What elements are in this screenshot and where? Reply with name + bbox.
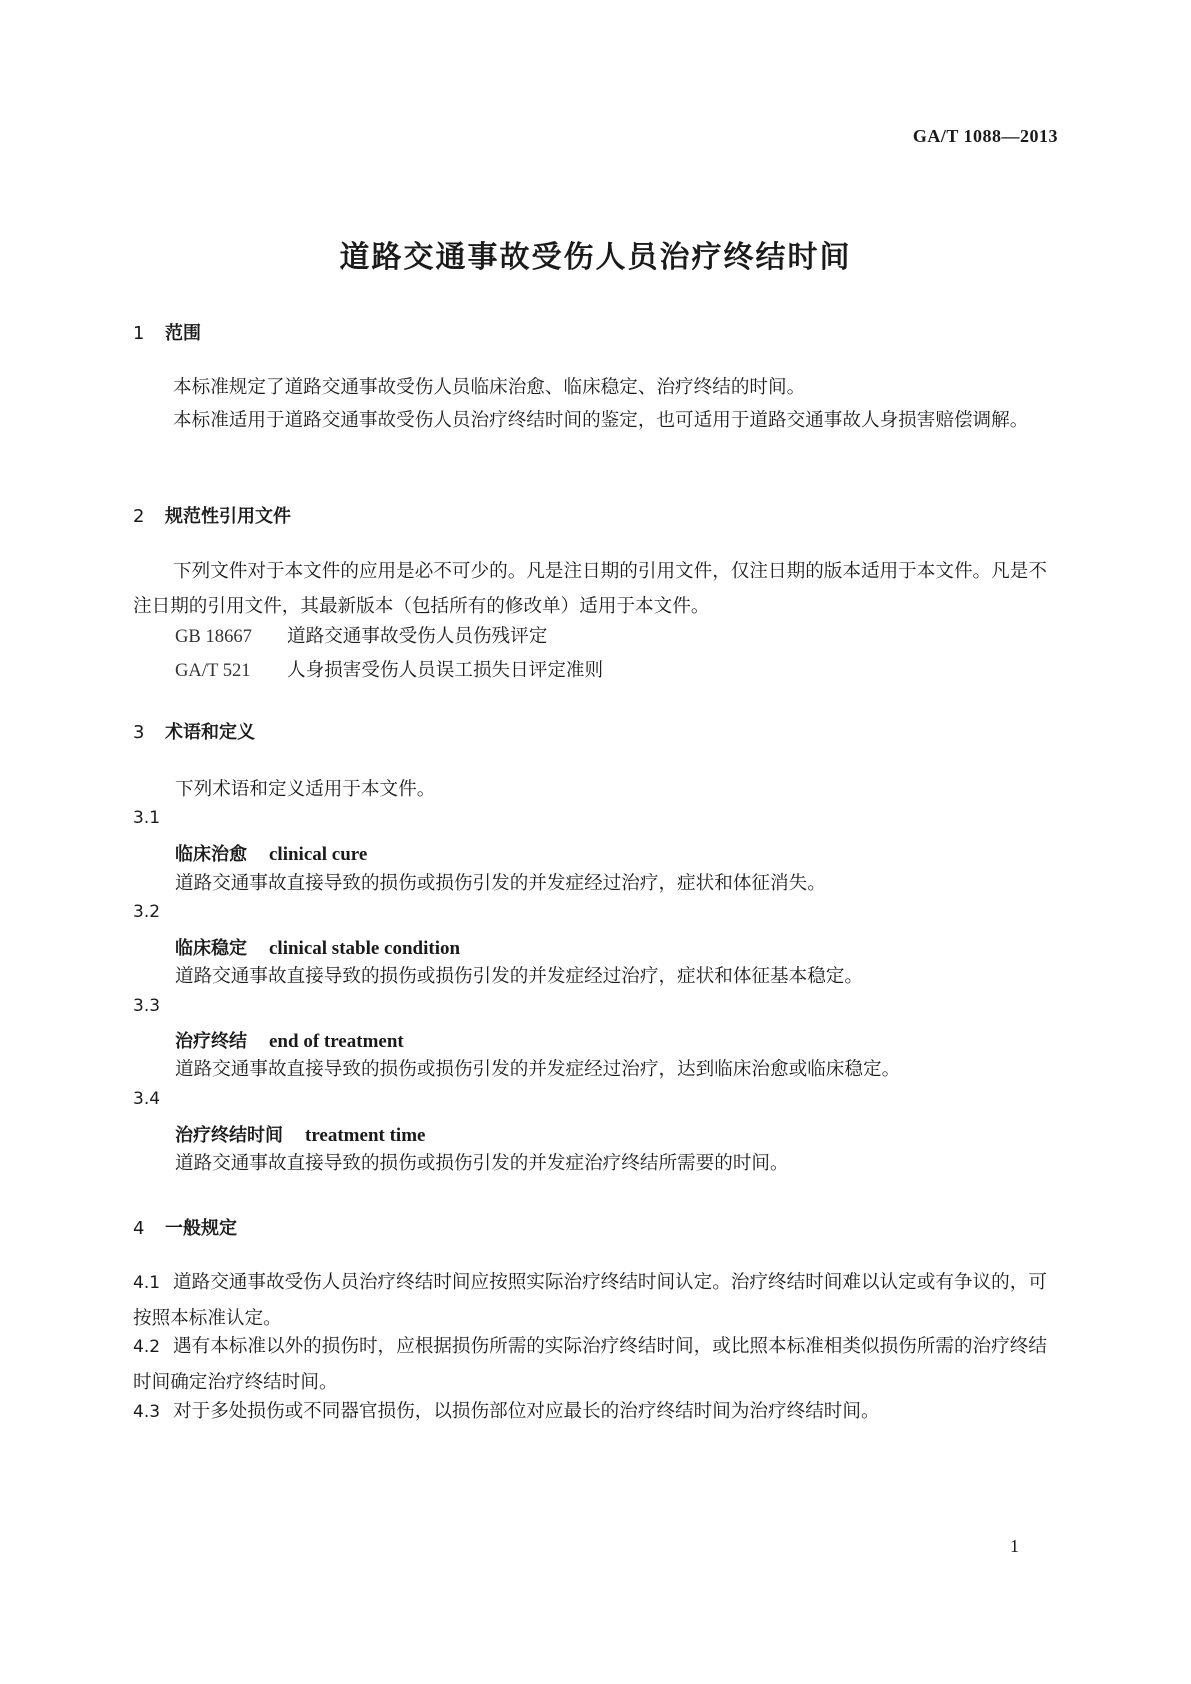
term-number: 3.4 (133, 1089, 161, 1109)
clause-text: 道路交通事故受伤人员治疗终结时间应按照实际治疗终结时间认定。治疗终结时间难以认定或有争议的，可按照本标准认定。 (133, 1272, 1047, 1329)
page-number: 1 (1010, 1536, 1019, 1556)
standard-code: GA/T 1088—2013 (912, 126, 1058, 146)
paragraph: 下列术语和定义适用于本文件。 (175, 779, 436, 800)
section-number: 2 (133, 506, 145, 527)
paragraph: 本标准规定了道路交通事故受伤人员临床治愈、临床稳定、治疗终结的时间。 (173, 377, 806, 398)
term-entry (175, 1027, 404, 1053)
section-4-heading (133, 1214, 237, 1240)
term-chinese: 治疗终结时间 (175, 1125, 283, 1146)
term-entry (175, 1121, 425, 1147)
normative-reference (175, 656, 603, 682)
clause (133, 1265, 1058, 1336)
normative-reference (175, 622, 547, 648)
section-1-heading (133, 319, 201, 345)
section-number: 3 (133, 722, 145, 743)
term-definition: 道路交通事故直接导致的损伤或损伤引发的并发症经过治疗，症状和体征基本稳定。 (175, 966, 863, 987)
term-number: 3.3 (133, 996, 161, 1016)
term-chinese: 治疗终结 (175, 1031, 247, 1052)
document-title: 道路交通事故受伤人员治疗终结时间 (339, 240, 852, 275)
term-english: clinical stable condition (269, 938, 461, 959)
section-3-heading (133, 718, 255, 744)
section-title: 范围 (165, 323, 201, 344)
section-title: 一般规定 (165, 1218, 237, 1239)
term-english: clinical cure (269, 844, 368, 865)
term-entry (175, 934, 460, 960)
reference-title: 道路交通事故受伤人员伤残评定 (287, 626, 548, 647)
clause (133, 1394, 1058, 1430)
term-number: 3.1 (133, 808, 161, 828)
section-number: 4 (133, 1218, 145, 1239)
section-number: 1 (133, 323, 145, 344)
term-chinese: 临床稳定 (175, 938, 247, 959)
term-number: 3.2 (133, 902, 161, 922)
term-english: treatment time (305, 1125, 426, 1146)
section-title: 术语和定义 (165, 722, 255, 743)
clause-number: 4.1 (133, 1273, 161, 1293)
term-definition: 道路交通事故直接导致的损伤或损伤引发的并发症经过治疗，达到临床治愈或临床稳定。 (175, 1059, 901, 1080)
paragraph: 下列文件对于本文件的应用是必不可少的。凡是注日期的引用文件，仅注日期的版本适用于本文件。凡是不注日期的引用文件，其最新版本（包括所有的修改单）适用于本文件。 (133, 561, 1047, 617)
reference-code: GA/T 521 (175, 660, 251, 681)
clause-number: 4.2 (133, 1337, 161, 1357)
term-english: end of treatment (269, 1031, 404, 1052)
term-definition: 道路交通事故直接导致的损伤或损伤引发的并发症治疗终结所需要的时间。 (175, 1153, 789, 1174)
reference-code: GB 18667 (175, 626, 252, 647)
term-entry (175, 840, 367, 866)
term-chinese: 临床治愈 (175, 844, 247, 865)
reference-title: 人身损害受伤人员误工损失日评定准则 (287, 660, 604, 681)
clause-text: 遇有本标准以外的损伤时，应根据损伤所需的实际治疗终结时间，或比照本标准相类似损伤所需的治疗终结时间确定治疗终结时间。 (133, 1336, 1047, 1393)
term-definition: 道路交通事故直接导致的损伤或损伤引发的并发症经过治疗，症状和体征消失。 (175, 873, 826, 894)
section-title: 规范性引用文件 (165, 506, 291, 527)
clause-number: 4.3 (133, 1402, 161, 1422)
clause (133, 1329, 1058, 1400)
paragraph: 本标准适用于道路交通事故受伤人员治疗终结时间的鉴定，也可适用于道路交通事故人身损害赔偿调解。 (173, 410, 1029, 431)
section-2-heading (133, 502, 291, 528)
clause-text: 对于多处损伤或不同器官损伤，以损伤部位对应最长的治疗终结时间为治疗终结时间。 (173, 1401, 880, 1422)
